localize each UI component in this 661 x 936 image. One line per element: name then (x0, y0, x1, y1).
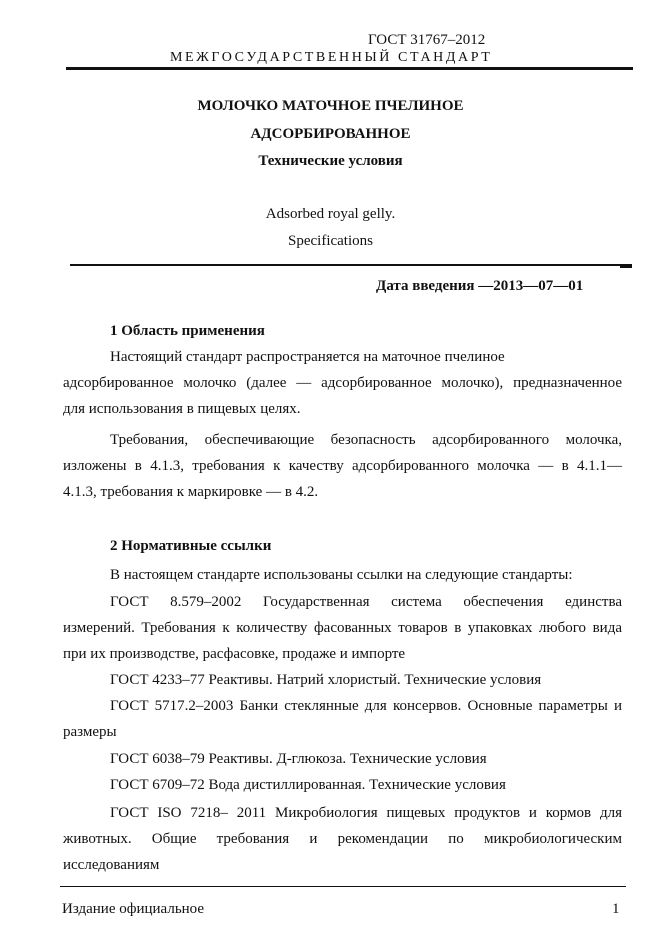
text-line: ГОСТ 5717.2–2003 Банки стеклянные для консервов. Основные параметры и (110, 698, 622, 714)
section-1-heading: 1 Область применения (110, 323, 265, 339)
standard-type: МЕЖГОСУДАРСТВЕННЫЙ СТАНДАРТ (170, 50, 493, 65)
text-line: В настоящем стандарте использованы ссылки на следующие стандарты: (110, 567, 573, 583)
footer-edition: Издание официальное (62, 901, 205, 917)
text-line: при их производстве, расфасовке, продаже и импорте (63, 646, 406, 662)
doc-number: ГОСТ 31767–2012 (368, 32, 486, 48)
text-line: ГОСТ 8.579–2002 Государственная система обеспечения единства (110, 594, 622, 610)
title-subtitle: Технические условия (258, 153, 403, 169)
title-line-2: АДСОРБИРОВАННОЕ (250, 126, 411, 142)
title-line-1: МОЛОЧКО МАТОЧНОЕ ПЧЕЛИНОЕ (197, 98, 464, 114)
text-line: 4.1.3, требования к маркировке — в 4.2. (63, 484, 319, 500)
title-english-2: Specifications (288, 233, 373, 249)
text-line: ГОСТ 6038–79 Реактивы. Д-глюкоза. Технические условия (110, 751, 487, 767)
text-line: изложены в 4.1.3, требования к качеству адсорбированного молочка — в 4.1.1— (63, 458, 622, 474)
section-1-paragraph-2 (63, 427, 622, 505)
text-line: размеры (63, 724, 117, 740)
section-1-paragraph-1 (63, 344, 622, 422)
title-rule-accent (620, 265, 632, 268)
text-line: Требования, обеспечивающие безопасность адсорбированного молочка, (110, 432, 622, 448)
text-line: ГОСТ 4233–77 Реактивы. Натрий хлористый. Технические условия (110, 672, 542, 688)
reference-gost-iso-7218 (63, 800, 622, 878)
text-line: исследованиям (63, 857, 160, 873)
title-english-1: Adsorbed royal gelly. (265, 206, 396, 222)
reference-gost-8579 (63, 589, 622, 667)
reference-gost-5717 (63, 693, 622, 745)
reference-gost-4233 (63, 667, 622, 693)
page-number: 1 (612, 901, 620, 917)
text-line: адсорбированное молочко (далее — адсорбированное молочко), предназначенное (63, 375, 622, 391)
text-line: ГОСТ 6709–72 Вода дистиллированная. Технические условия (110, 777, 506, 793)
text-line: для использования в пищевых целях. (63, 401, 301, 417)
text-line: ГОСТ ISO 7218– 2011 Микробиология пищевых продуктов и кормов для (110, 805, 622, 821)
intro-date: Дата введения —2013—07—01 (376, 278, 584, 294)
reference-gost-6709 (63, 772, 622, 798)
section-2-intro (63, 562, 622, 588)
title-rule (70, 264, 632, 266)
footer-rule (60, 886, 626, 887)
section-2-heading: 2 Нормативные ссылки (110, 538, 272, 554)
text-line: измерений. Требования к количеству фасованных товаров в упаковках любого вида (63, 620, 622, 636)
header-rule (66, 67, 633, 70)
reference-gost-6038 (63, 746, 622, 772)
text-line: животных. Общие требования и рекомендации по микробиологическим (63, 831, 622, 847)
text-line: Настоящий стандарт распространяется на маточное пчелиное (110, 349, 505, 365)
